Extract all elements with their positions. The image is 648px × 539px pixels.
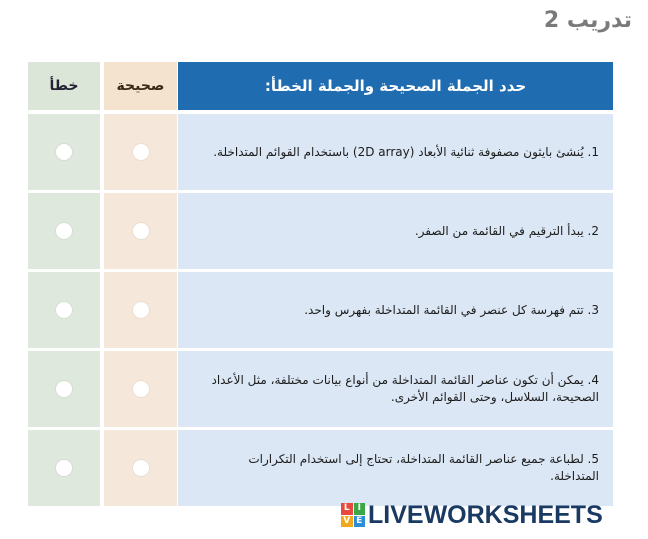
correct-radio[interactable] <box>133 223 149 239</box>
correct-radio[interactable] <box>133 381 149 397</box>
liveworksheets-logo <box>341 500 603 530</box>
table-row <box>28 272 613 348</box>
wrong-cell <box>28 430 100 506</box>
table-row <box>28 114 613 190</box>
correct-cell <box>104 272 177 348</box>
statement-text: 3. تتم فهرسة كل عنصر في القائمة المتداخلة بفهرس واحد. <box>178 272 613 348</box>
header-statement: حدد الجملة الصحيحة والجملة الخطأ: <box>178 62 613 110</box>
wrong-radio[interactable] <box>56 302 72 318</box>
header-wrong: خطأ <box>28 62 100 110</box>
wrong-cell <box>28 114 100 190</box>
table-row <box>28 430 613 506</box>
logo-mark-icon <box>341 503 365 527</box>
statement-text: 1. يُنشئ بايثون مصفوفة ثنائية الأبعاد (2D array) باستخدام القوائم المتداخلة. <box>178 114 613 190</box>
logo-letter-i: I <box>354 503 366 515</box>
table-row <box>28 351 613 427</box>
correct-cell <box>104 430 177 506</box>
wrong-cell <box>28 193 100 269</box>
correct-cell <box>104 351 177 427</box>
statement-text: 4. يمكن أن تكون عناصر القائمة المتداخلة من أنواع بيانات مختلفة، مثل الأعداد الصحيحة، السلاسل، وحتى القوائم الأخرى. <box>178 351 613 427</box>
wrong-radio[interactable] <box>56 381 72 397</box>
page-title: تدريب 2 <box>543 8 632 33</box>
true-false-table <box>28 62 613 509</box>
logo-letter-v: V <box>341 516 353 528</box>
correct-radio[interactable] <box>133 144 149 160</box>
wrong-radio[interactable] <box>56 144 72 160</box>
statement-text: 2. يبدأ الترقيم في القائمة من الصفر. <box>178 193 613 269</box>
statement-text: 5. لطباعة جميع عناصر القائمة المتداخلة، تحتاج إلى استخدام التكرارات المتداخلة. <box>178 430 613 506</box>
wrong-radio[interactable] <box>56 460 72 476</box>
logo-letter-e: E <box>354 516 366 528</box>
correct-cell <box>104 114 177 190</box>
correct-radio[interactable] <box>133 460 149 476</box>
wrong-radio[interactable] <box>56 223 72 239</box>
correct-radio[interactable] <box>133 302 149 318</box>
logo-text: LIVEWORKSHEETS <box>368 500 603 529</box>
header-correct: صحيحة <box>104 62 177 110</box>
table-row <box>28 193 613 269</box>
logo-letter-l: L <box>341 503 353 515</box>
wrong-cell <box>28 351 100 427</box>
wrong-cell <box>28 272 100 348</box>
correct-cell <box>104 193 177 269</box>
